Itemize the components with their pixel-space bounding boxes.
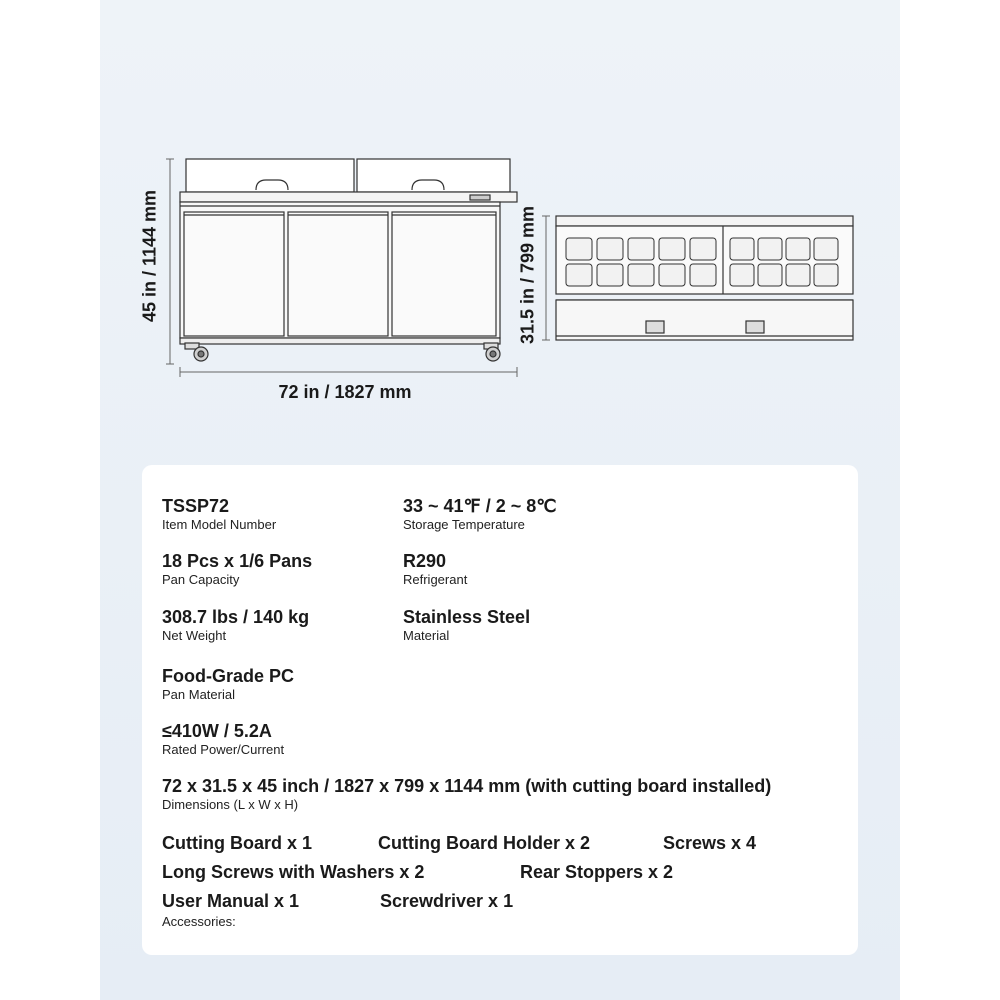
spec-value: TSSP72 [162, 496, 230, 516]
depth-dimension-label: 31.5 in / 799 mm [517, 205, 538, 345]
spec-material [403, 607, 530, 644]
height-dimension-label: 45 in / 1144 mm [139, 189, 160, 323]
spec-model [162, 496, 276, 533]
spec-value: R290 [403, 551, 447, 571]
width-dimension-label: 72 in / 1827 mm [278, 382, 412, 402]
spec-value: 72 x 31.5 x 45 inch / 1827 x 799 x 1144 mm (with cutting board installed) [162, 776, 772, 796]
accessory-item: User Manual x 1 [162, 891, 300, 911]
spec-value: Stainless Steel [403, 607, 531, 627]
spec-storage-temperature [403, 496, 556, 533]
accessory-item: Cutting Board x 1 [162, 833, 313, 853]
spec-label: Item Model Number [162, 517, 277, 532]
spec-label: Rated Power/Current [162, 742, 285, 757]
accessory-item: Screwdriver x 1 [380, 891, 514, 911]
spec-pan-capacity [162, 551, 312, 588]
front-view-drawing [180, 159, 517, 361]
spec-label: Dimensions (L x W x H) [162, 797, 299, 812]
spec-label: Storage Temperature [403, 517, 525, 532]
spec-net-weight [162, 607, 309, 644]
spec-refrigerant [403, 551, 467, 588]
spec-value: 18 Pcs x 1/6 Pans [162, 551, 313, 571]
accessory-item: Long Screws with Washers x 2 [162, 862, 425, 882]
accessories-label: Accessories: [162, 914, 236, 929]
spec-rated-power [162, 721, 284, 758]
spec-dimensions [162, 776, 771, 813]
spec-label: Pan Capacity [162, 572, 240, 587]
spec-pan-material [162, 666, 294, 703]
spec-value: ≤410W / 5.2A [162, 721, 272, 741]
top-dimension-line [542, 216, 550, 340]
accessory-item: Rear Stoppers x 2 [520, 862, 674, 882]
spec-label: Pan Material [162, 687, 235, 702]
accessory-item: Cutting Board Holder x 2 [378, 833, 591, 853]
spec-label: Material [403, 628, 450, 643]
spec-label: Refrigerant [403, 572, 468, 587]
spec-label: Net Weight [162, 628, 227, 643]
spec-value: 33 ~ 41℉ / 2 ~ 8℃ [403, 496, 557, 516]
accessory-item: Screws x 4 [663, 833, 757, 853]
spec-value: Food-Grade PC [162, 666, 295, 686]
spec-value: 308.7 lbs / 140 kg [162, 607, 310, 627]
